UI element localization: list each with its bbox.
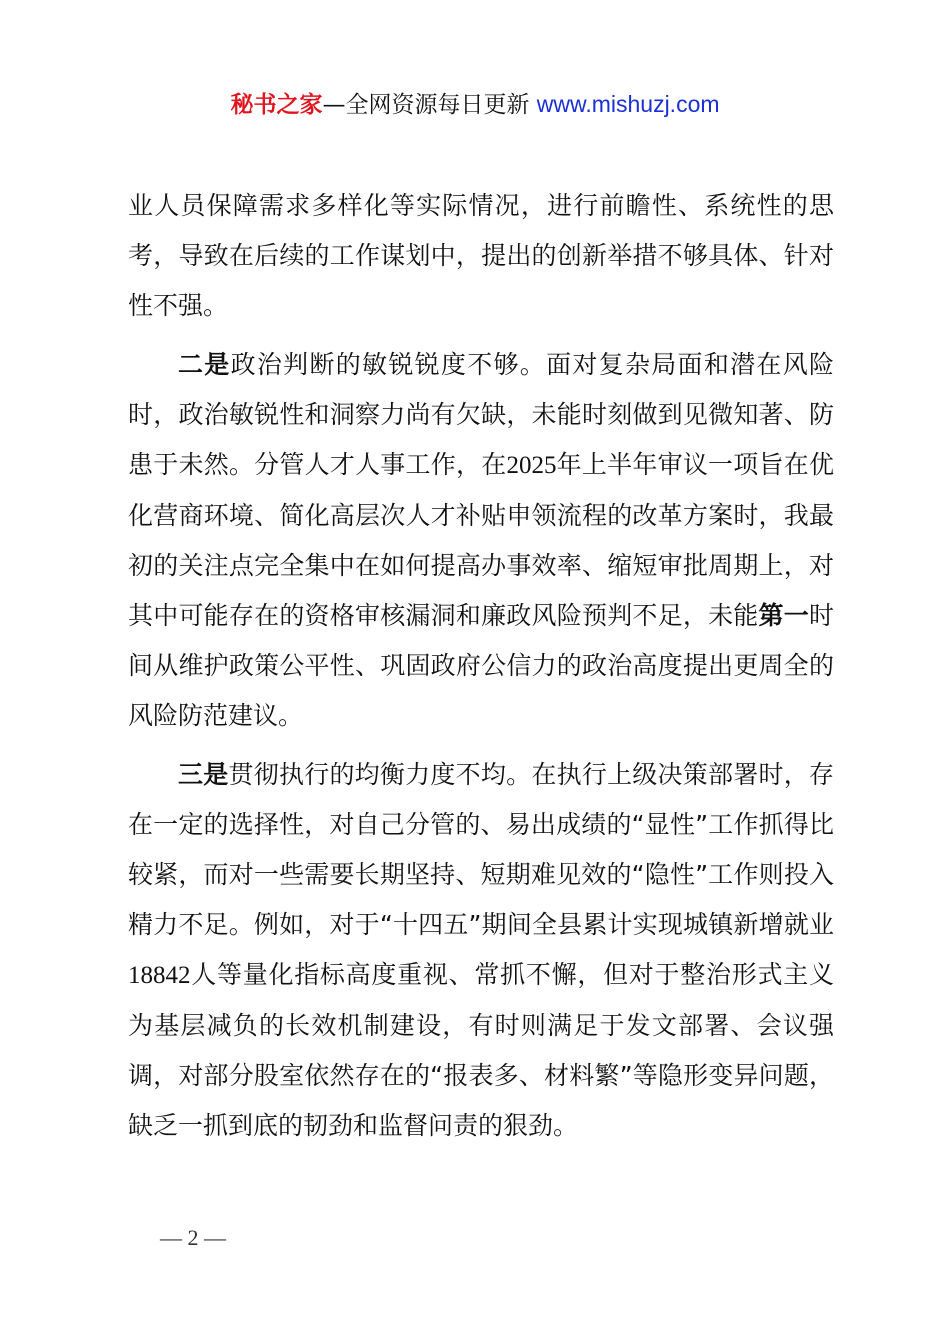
paragraph-text: 政治判断的敏锐锐度不够。面对复杂局面和潜在风险时，政治敏锐性和洞察力尚有欠缺，未能时刻做到见微知著、防患于未然。分管人才人事工作，在 xyxy=(128,350,834,479)
brand-name: 秘书之家 xyxy=(230,92,323,118)
paragraph-text: 贯彻执行的均衡力度不均。在执行上级决策部署时，存在一定的选择性，对自己分管的、易出成绩的“显性”工作抓得比较紧，而对一些需要长期坚持、短期难见效的“隐性”工作则投入精力不足。例如，对于“十四五”期间全县累计实现城镇新增就业 xyxy=(128,760,834,939)
paragraph-political-judgment xyxy=(128,340,834,741)
paragraph-text: 时间从维护政策公平性、巩固政府公信力的政治高度提出更周全的风险防范建议。 xyxy=(128,601,834,730)
site-header xyxy=(0,86,950,123)
paragraph-lead: 三是 xyxy=(178,760,229,789)
paragraph-text: 业人员保障需求多样化等实际情况，进行前瞻性、系统性的思考，导致在后续的工作谋划中，提出的创新举措不够具体、针对性不强。 xyxy=(128,191,834,320)
paragraph-text: 人等量化指标高度重视、常抓不懈，但对于整治形式主义为基层减负的长效机制建设，有时则满足于发文部署、会议强调，对部分股室依然存在的“报表多、材料繁”等隐形变异问题，缺乏一抓到底的韧劲和监督问责的狠劲。 xyxy=(128,960,834,1140)
year-number: 2025 xyxy=(506,452,557,479)
paragraph-text: 年上半年审议一项旨在优化营商环境、简化高层次人才补贴申领流程的改革方案时，我最初的关注点完全集中在如何提高办事效率、缩短审批周期上，对其中可能存在的资格审核漏洞和廉政风险预判不足，未能 xyxy=(128,450,834,630)
document-body xyxy=(128,181,834,1151)
page-number: — 2 — xyxy=(160,1225,226,1250)
paragraph-continued xyxy=(128,181,834,331)
site-url[interactable]: www.mishuzj.com xyxy=(536,91,720,117)
bold-term: 第一 xyxy=(758,601,809,630)
paragraph-implementation xyxy=(128,750,834,1151)
header-slogan: —全网资源每日更新 xyxy=(322,92,537,118)
employment-figure: 18842 xyxy=(128,962,191,989)
paragraph-lead: 二是 xyxy=(178,350,231,379)
